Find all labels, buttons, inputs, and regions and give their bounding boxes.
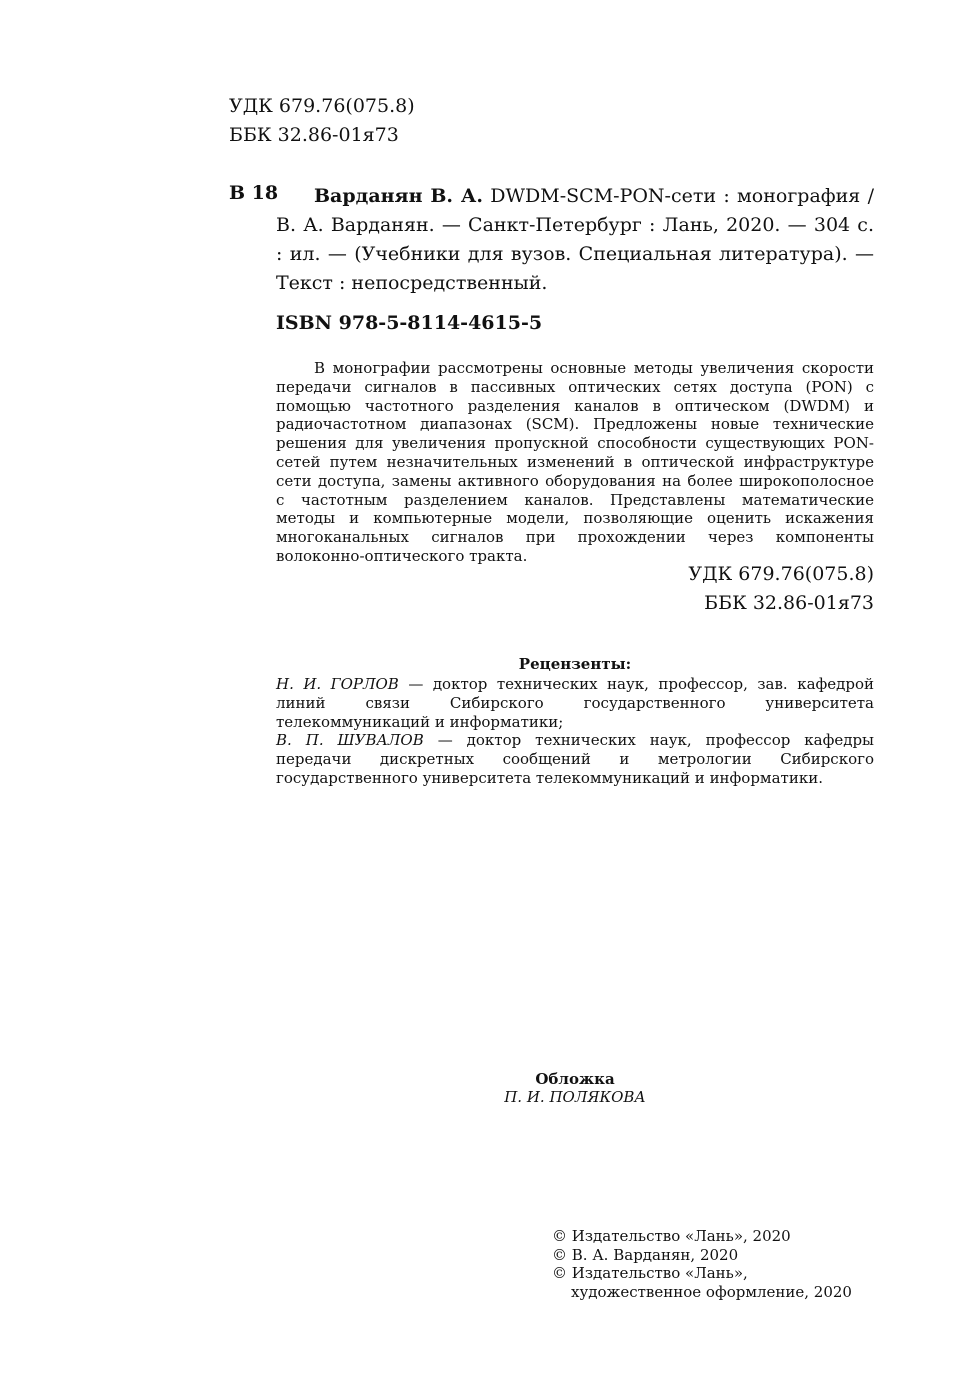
reviewers-list [276, 675, 874, 788]
author-mark: В 18 [229, 182, 279, 204]
bibliographic-record [276, 182, 874, 298]
cover-designer: П. И. ПОЛЯКОВА [504, 1088, 646, 1106]
bibliographic-description: DWDM-SCM-PON-сети : монография / В. А. Варданян. — Санкт-Петербург : Лань, 2020. — 304 с. : ил. — (Учебники для вузов. Специальная литература). — Текст : непосредственный. [276, 185, 874, 294]
isbn: ISBN 978-5-8114-4615-5 [276, 312, 543, 334]
reviewer-entry [276, 731, 874, 787]
copyright-line: © Издательство «Лань», 2020 [552, 1227, 791, 1245]
udk-code-right: УДК 679.76(075.8) [688, 563, 874, 585]
bbk-code: ББК 32.86-01я73 [229, 124, 399, 146]
abstract: В монографии рассмотрены основные методы увеличения скорости передачи сигналов в пассивных оптических сетях доступа (PON) с помощью частотного разделения каналов в оптическом (DWDM) и радиочастотном диапазонах (SCM). Предложены новые технические решения для увеличения пропускной способности существующих PON-сетей путем незначительных изменений в оптической инфраструктуре сети доступа, замены активного оборудования на более широкополосное с частотным разделением каналов. Представлены математические методы и компьютерные модели, позволяющие оценить искажения многоканальных сигналов при прохождении через компоненты волоконно-оптического тракта. [276, 359, 874, 565]
reviewer-details: — доктор технических наук, профессор, зав. кафедрой линий связи Сибирского государственного университета телекоммуникаций и информатики; [276, 675, 874, 731]
cover-title: Обложка [535, 1070, 615, 1088]
reviewer-entry [276, 675, 874, 731]
author-name: Варданян В. А. [314, 185, 483, 207]
reviewer-name: Н. И. ГОРЛОВ [276, 675, 399, 693]
copyright-block [552, 1227, 852, 1301]
copyright-line: художественное оформление, 2020 [571, 1282, 852, 1301]
copyright-line: © Издательство «Лань», [552, 1264, 748, 1282]
reviewer-details: — доктор технических наук, профессор кафедры передачи дискретных сообщений и метрологии Сибирского государственного университета телекоммуникаций и информатики. [276, 731, 874, 787]
classification-block [688, 560, 874, 618]
reviewer-name: В. П. ШУВАЛОВ [276, 731, 424, 750]
bbk-code-right: ББК 32.86-01я73 [704, 592, 874, 614]
copyright-line: © В. А. Варданян, 2020 [552, 1245, 739, 1264]
header-classification [229, 92, 415, 150]
reviewers-title: Рецензенты: [518, 655, 632, 673]
udk-code: УДК 679.76(075.8) [229, 95, 415, 117]
